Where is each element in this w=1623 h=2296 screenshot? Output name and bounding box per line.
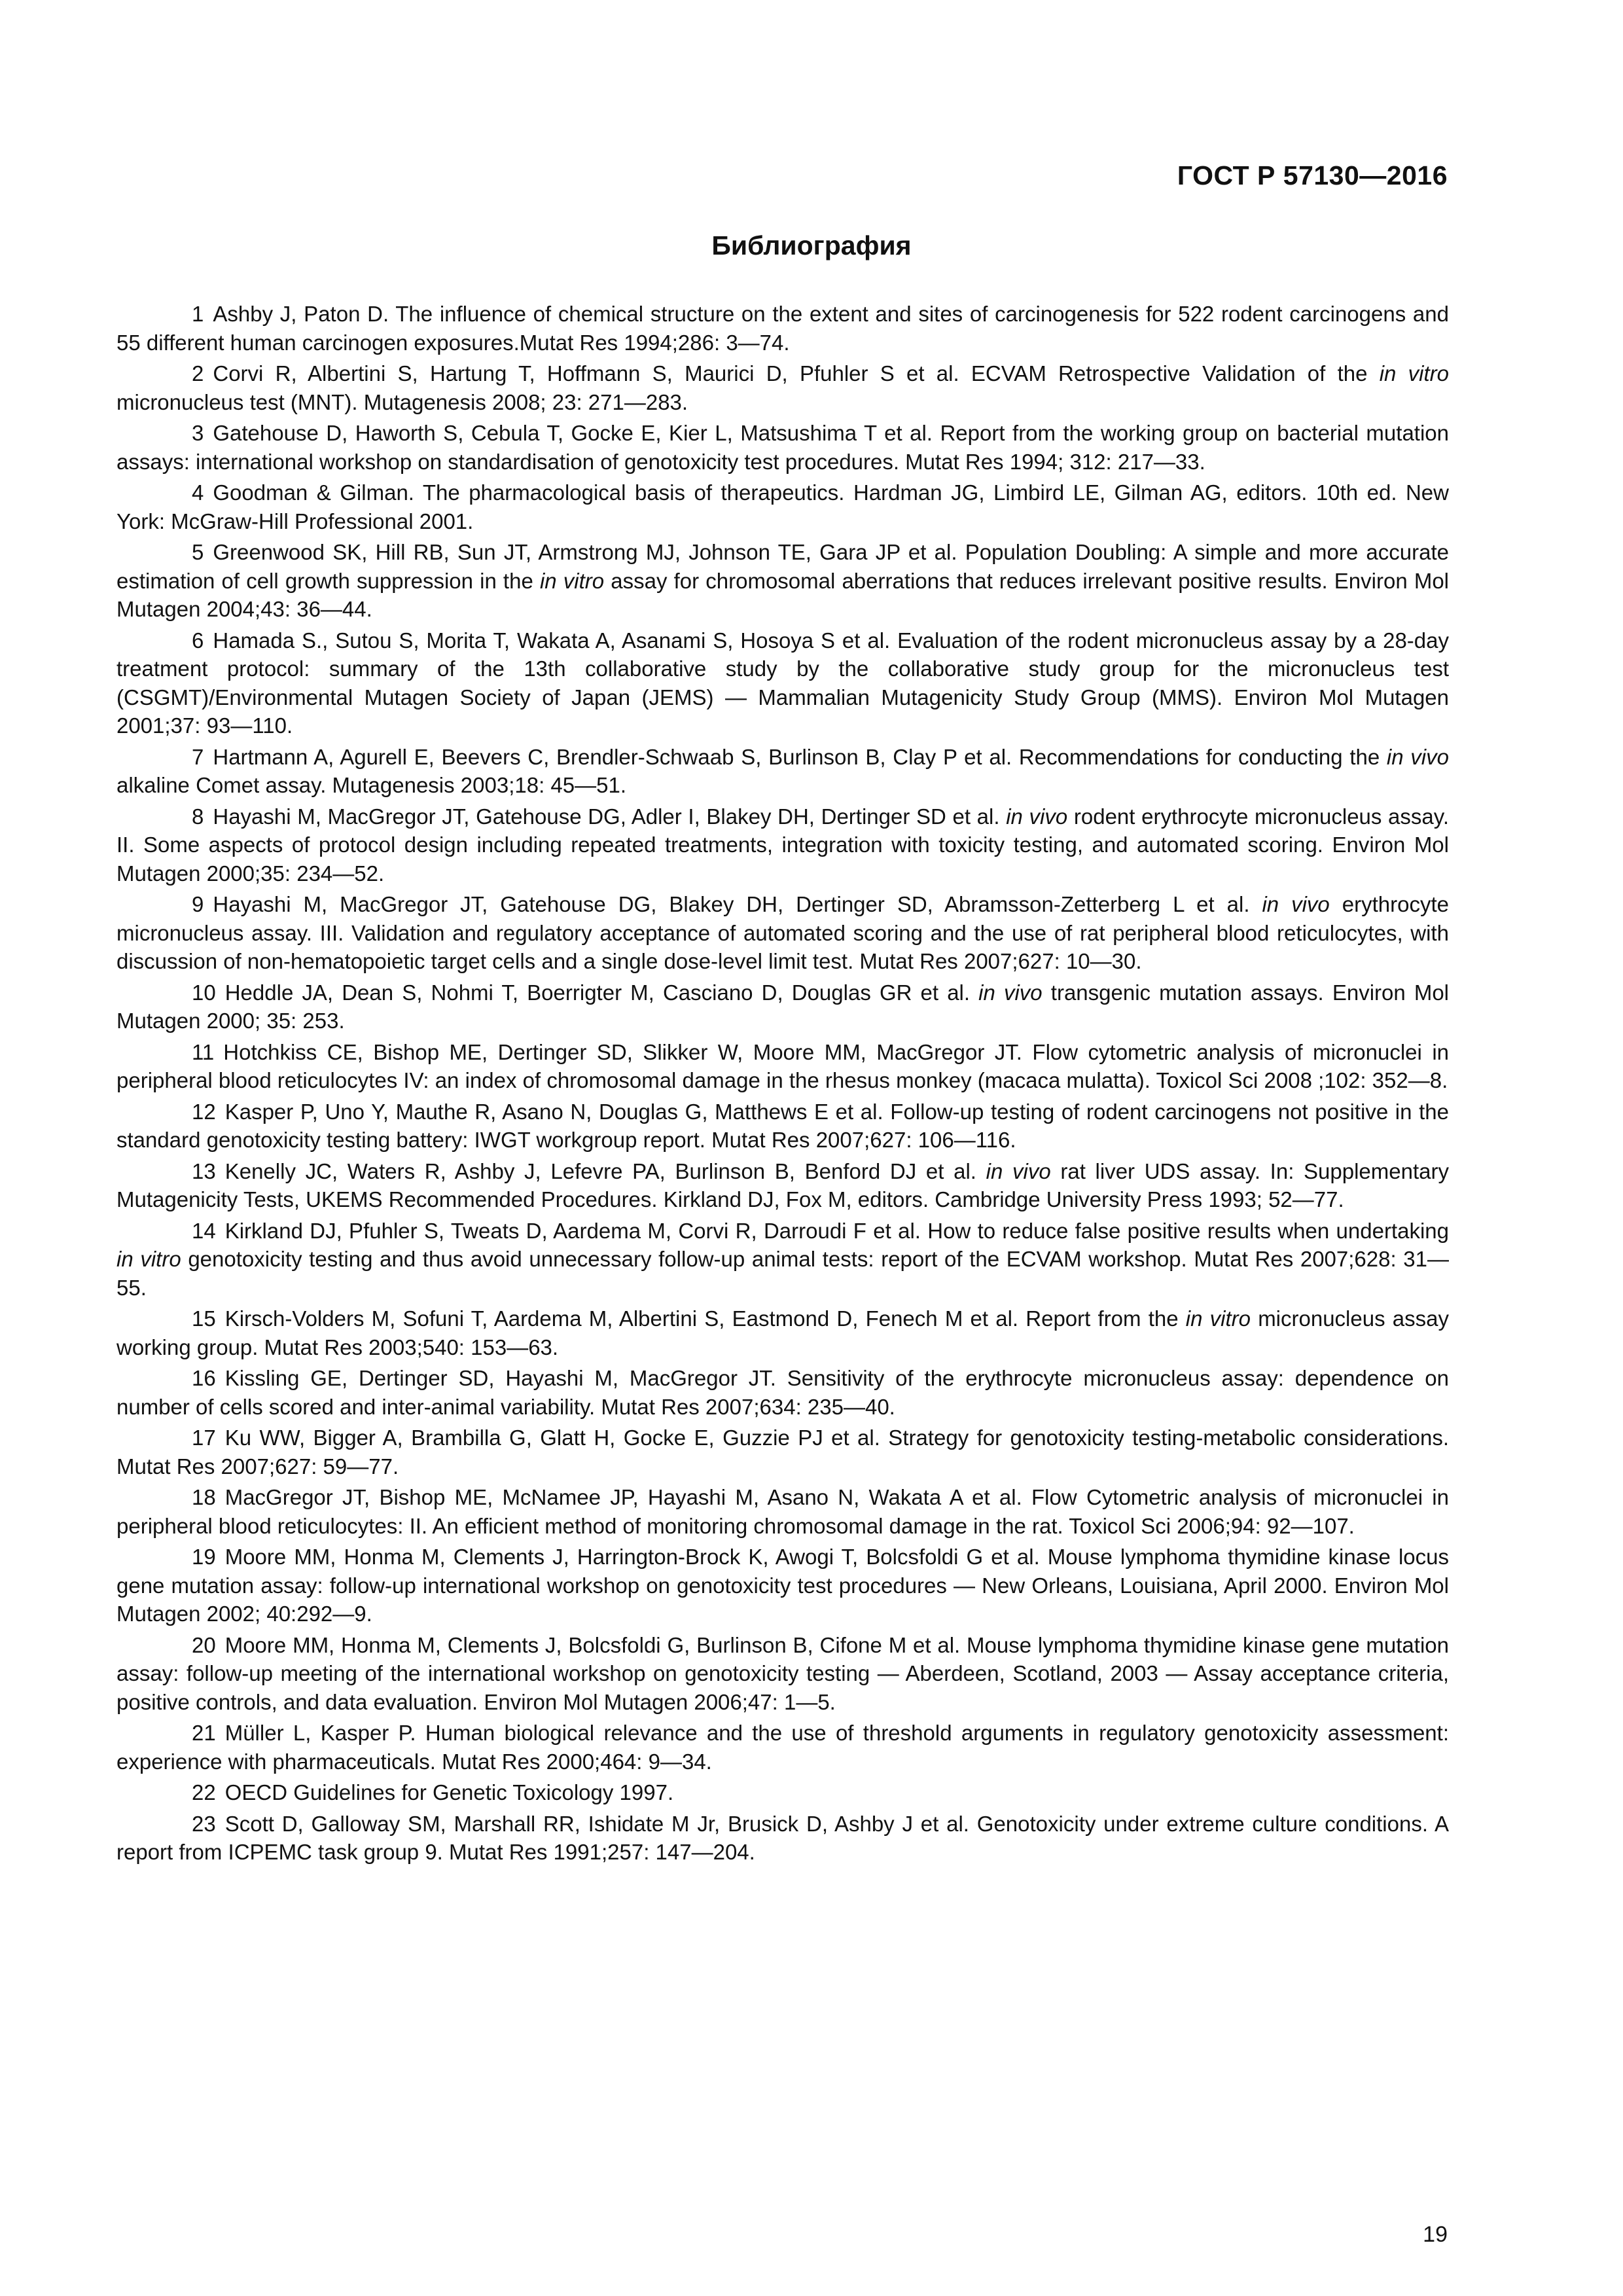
- bibliography-list: [116, 300, 1449, 1869]
- entry-text: Greenwood SK, Hill RB, Sun JT, Armstrong MJ, Johnson TE, Gara JP et al. Population Doubling: A simple and more accurate estimation of cell growth suppression in the: [116, 540, 1449, 593]
- bibliography-entry: [116, 1483, 1449, 1540]
- entry-number: 8: [192, 804, 204, 829]
- entry-number: 6: [192, 628, 204, 653]
- bibliography-entry: [116, 1719, 1449, 1776]
- entry-italic-text: in vitro: [1185, 1306, 1251, 1331]
- bibliography-entry: [116, 1304, 1449, 1361]
- entry-number: 4: [192, 480, 204, 505]
- entry-number: 1: [192, 302, 204, 326]
- entry-text: transgenic mutation assays. Environ Mol Mutagen 2000; 35: 253.: [116, 980, 1450, 1033]
- entry-number: 22: [192, 1780, 216, 1804]
- entry-text: micronucleus assay working group. Mutat Res 2003;540: 153—63.: [116, 1306, 1449, 1359]
- entry-number: 14: [192, 1218, 216, 1243]
- bibliography-entry: [116, 478, 1449, 535]
- entry-italic-text: in vitro: [539, 568, 605, 593]
- bibliography-entry: [116, 1217, 1449, 1302]
- bibliography-entry: [116, 419, 1449, 476]
- bibliography-entry: [116, 890, 1449, 976]
- bibliography-entry: [116, 743, 1449, 800]
- bibliography-entry: [116, 1778, 1449, 1807]
- entry-text: rat liver UDS assay. In: Supplementary Mutagenicity Tests, UKEMS Recommended Procedures. Kirkland DJ, Fox M, editors. Cambridge University Press 1993; 52—77.: [116, 1158, 1449, 1211]
- entry-number: 17: [192, 1426, 216, 1450]
- entry-text: Hartmann A, Agurell E, Beevers C, Brendler-Schwaab S, Burlinson B, Clay P et al. Recommendations for conducting the: [213, 744, 1387, 769]
- entry-number: 2: [192, 361, 204, 386]
- entry-number: 16: [192, 1366, 216, 1390]
- bibliography-entry: [116, 802, 1449, 888]
- bibliography-entry: [116, 538, 1449, 624]
- entry-number: 9: [192, 892, 204, 916]
- entry-text: Hamada S., Sutou S, Morita T, Wakata A, Asanami S, Hosoya S et al. Evaluation of the rodent micronucleus assay by a 28-day treatment protocol: summary of the 13th collaborative study by the collaborative study group for the micronucleus test (CSGMT)/Environmental Mutagen Society of Japan (JEMS) — Mammalian Mutagenicity Study Group (MMS). Environ Mol Mutagen 2001;37: 93—110.: [116, 628, 1449, 738]
- entry-text: micronucleus test (MNT). Mutagenesis 2008; 23: 271—283.: [116, 389, 688, 414]
- entry-text: Müller L, Kasper P. Human biological relevance and the use of threshold arguments in regulatory genotoxicity assessment: experience with pharmaceuticals. Mutat Res 2000;464: 9—34.: [116, 1721, 1449, 1774]
- entry-italic-text: in vivo: [978, 980, 1043, 1005]
- entry-number: 18: [192, 1485, 216, 1509]
- entry-text: Goodman & Gilman. The pharmacological basis of therapeutics. Hardman JG, Limbird LE, Gilman AG, editors. 10th ed. New York: McGraw-Hill Professional 2001.: [116, 480, 1449, 533]
- entry-text: Moore MM, Honma M, Clements J, Bolcsfoldi G, Burlinson B, Cifone M et al. Mouse lymphoma thymidine kinase gene mutation assay: follow-up meeting of the international workshop on genotoxicity testing — Aberdeen, Scotland, 2003 — Assay acceptance criteria, positive controls, and data evaluation. Environ Mol Mutagen 2006;47: 1—5.: [116, 1632, 1449, 1714]
- entry-text: Kissling GE, Dertinger SD, Hayashi M, MacGregor JT. Sensitivity of the erythrocyte micronucleus assay: dependence on number of cells scored and inter-animal variability. Mutat Res 2007;634: 235—40.: [116, 1366, 1449, 1419]
- entry-text: Ashby J, Paton D. The influence of chemical structure on the extent and sites of carcinogenesis for 522 rodent carcinogens and 55 different human carcinogen exposures.Mutat Res 1994;286: 3—74.: [116, 302, 1449, 355]
- entry-number: 21: [192, 1721, 216, 1745]
- bibliography-entry: [116, 978, 1449, 1035]
- bibliography-entry: [116, 300, 1449, 357]
- page-number: 19: [1423, 2222, 1448, 2247]
- entry-number: 15: [192, 1306, 216, 1331]
- entry-number: 10: [192, 980, 216, 1005]
- entry-text: Ku WW, Bigger A, Brambilla G, Glatt H, Gocke E, Guzzie PJ et al. Strategy for genotoxicity testing-metabolic considerations. Mutat Res 2007;627: 59—77.: [116, 1426, 1449, 1479]
- bibliography-entry: [116, 1543, 1449, 1628]
- entry-text: OECD Guidelines for Genetic Toxicology 1997.: [224, 1780, 674, 1804]
- entry-text: erythrocyte micronucleus assay. III. Validation and regulatory acceptance of automated scoring and the use of rat peripheral blood reticulocytes, with discussion of non-hematopoietic target cells and a single dose-level limit test. Mutat Res 2007;627: 10—30.: [116, 892, 1449, 973]
- entry-text: Scott D, Galloway SM, Marshall RR, Ishidate M Jr, Brusick D, Ashby J et al. Genotoxicity under extreme culture conditions. A report from ICPEMC task group 9. Mutat Res 1991;257: 147—204.: [116, 1811, 1449, 1864]
- entry-text: Corvi R, Albertini S, Hartung T, Hoffmann S, Maurici D, Pfuhler S et al. ECVAM Retrospective Validation of the: [213, 361, 1380, 386]
- entry-number: 12: [192, 1099, 216, 1124]
- entry-text: Moore MM, Honma M, Clements J, Harrington-Brock K, Awogi T, Bolcsfoldi G et al. Mouse lymphoma thymidine kinase locus gene mutation assay: follow-up international workshop on genotoxicity test procedures — New Orleans, Louisiana, April 2000. Environ Mol Mutagen 2002; 40:292—9.: [116, 1545, 1449, 1626]
- entry-number: 3: [192, 421, 204, 445]
- entry-text: Kasper P, Uno Y, Mauthe R, Asano N, Douglas G, Matthews E et al. Follow-up testing of rodent carcinogens not positive in the standard genotoxicity testing battery: IWGT workgroup report. Mutat Res 2007;627: 106—116.: [116, 1099, 1449, 1152]
- entry-number: 19: [192, 1545, 216, 1569]
- entry-number: 13: [192, 1158, 216, 1183]
- entry-italic-text: in vivo: [1006, 804, 1068, 829]
- bibliography-entry: [116, 626, 1449, 740]
- bibliography-entry: [116, 1631, 1449, 1717]
- entry-italic-text: in vivo: [1386, 744, 1449, 769]
- page-title: Библиография: [711, 230, 912, 260]
- bibliography-entry: [116, 1157, 1449, 1214]
- entry-text: genotoxicity testing and thus avoid unnecessary follow-up animal tests: report of the ECVAM workshop. Mutat Res 2007;628: 31—55.: [116, 1247, 1450, 1300]
- entry-italic-text: in vivo: [986, 1158, 1051, 1183]
- entry-text: alkaline Comet assay. Mutagenesis 2003;18: 45—51.: [116, 773, 627, 797]
- entry-text: Hayashi M, MacGregor JT, Gatehouse DG, Blakey DH, Dertinger SD, Abramsson-Zetterberg L et al.: [213, 892, 1262, 916]
- entry-text: Kirkland DJ, Pfuhler S, Tweats D, Aardema M, Corvi R, Darroudi F et al. How to reduce false positive results when undertaking: [224, 1218, 1449, 1243]
- bibliography-entry: [116, 1098, 1449, 1155]
- entry-text: MacGregor JT, Bishop ME, McNamee JP, Hayashi M, Asano N, Wakata A et al. Flow Cytometric analysis of micronuclei in peripheral blood reticulocytes: II. An efficient method of monitoring chromosomal damage in the rat. Toxicol Sci 2006;94: 92—107.: [116, 1485, 1449, 1538]
- entry-text: Kenelly JC, Waters R, Ashby J, Lefevre PA, Burlinson B, Benford DJ et al.: [224, 1158, 986, 1183]
- entry-number: 20: [192, 1632, 216, 1657]
- entry-text: Gatehouse D, Haworth S, Cebula T, Gocke E, Kier L, Matsushima T et al. Report from the working group on bacterial mutation assays: international workshop on standardisation of genotoxicity test procedures. Mutat Res 1994; 312: 217—33.: [116, 421, 1449, 474]
- bibliography-entry: [116, 1810, 1449, 1867]
- entry-number: 23: [192, 1811, 216, 1836]
- entry-italic-text: in vitro: [1379, 361, 1449, 386]
- entry-text: Hayashi M, MacGregor JT, Gatehouse DG, Adler I, Blakey DH, Dertinger SD et al.: [213, 804, 1007, 829]
- entry-italic-text: in vitro: [116, 1247, 181, 1271]
- entry-text: Kirsch-Volders M, Sofuni T, Aardema M, Albertini S, Eastmond D, Fenech M et al. Report from the: [224, 1306, 1186, 1331]
- bibliography-entry: [116, 1364, 1449, 1421]
- entry-text: Hotchkiss CE, Bishop ME, Dertinger SD, Slikker W, Moore MM, MacGregor JT. Flow cytometric analysis of micronuclei in peripheral blood reticulocytes IV: an index of chromosomal damage in the rhesus monkey (macaca mulatta). Toxicol Sci 2008 ;102: 352—8.: [116, 1039, 1449, 1092]
- entry-number: 5: [192, 540, 204, 564]
- bibliography-entry: [116, 1038, 1449, 1095]
- entry-text: assay for chromosomal aberrations that reduces irrelevant positive results. Environ Mol Mutagen 2004;43: 36—44.: [116, 568, 1449, 621]
- entry-italic-text: in vivo: [1262, 892, 1330, 916]
- bibliography-entry: [116, 1424, 1449, 1480]
- entry-number: 11: [192, 1039, 215, 1064]
- entry-text: Heddle JA, Dean S, Nohmi T, Boerrigter M, Casciano D, Douglas GR et al.: [224, 980, 979, 1005]
- standard-number-header: ГОСТ Р 57130—2016: [1177, 160, 1448, 190]
- entry-text: rodent erythrocyte micronucleus assay. II. Some aspects of protocol design including repeated treatments, integration with toxicity testing, and automated scoring. Environ Mol Mutagen 2000;35: 234—52.: [116, 804, 1449, 886]
- entry-number: 7: [192, 744, 204, 769]
- bibliography-entry: [116, 359, 1449, 416]
